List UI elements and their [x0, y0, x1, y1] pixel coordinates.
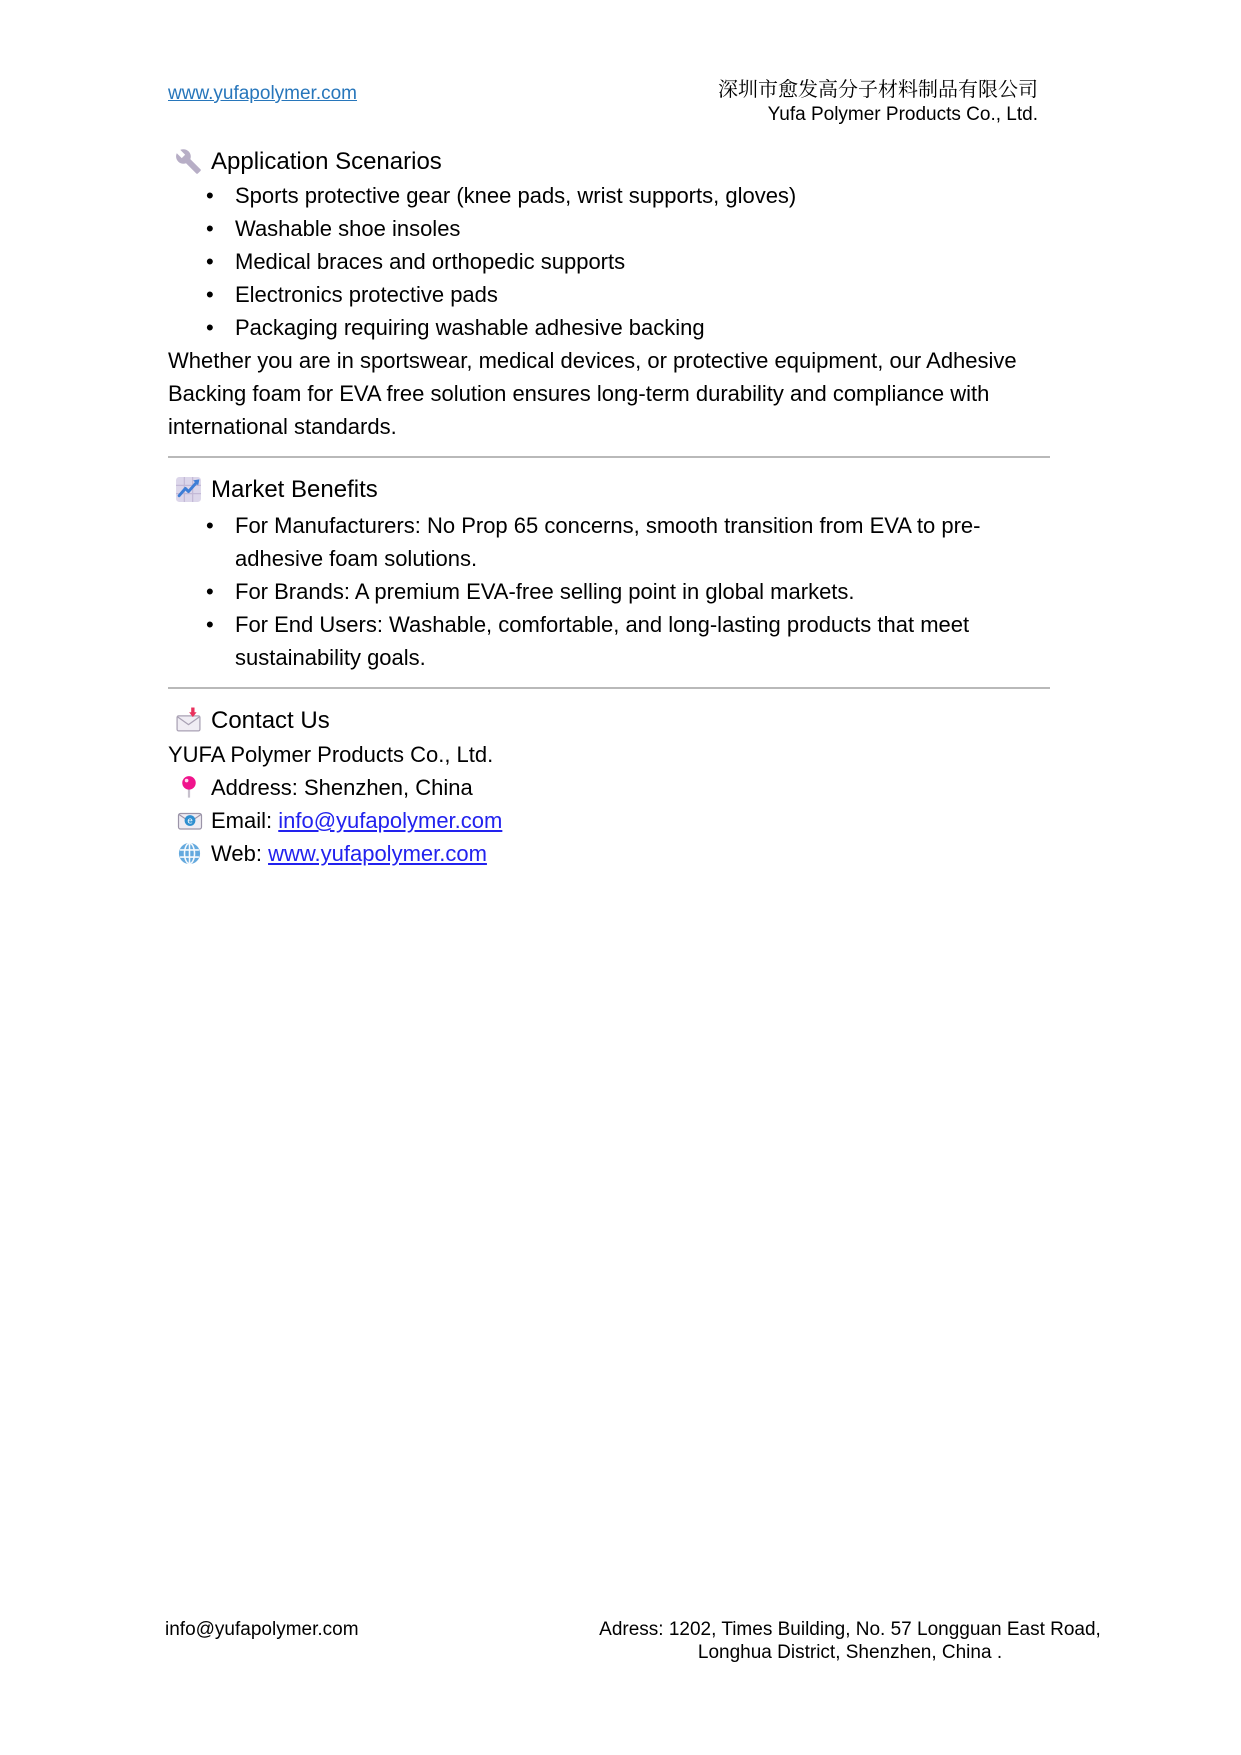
email-link[interactable]: info@yufapolymer.com — [278, 808, 503, 833]
list-item: • For Brands: A premium EVA-free selling point in global markets. — [168, 575, 1050, 608]
address-label: Address: — [211, 775, 304, 800]
section-divider — [168, 456, 1050, 458]
list-item: • Washable shoe insoles — [168, 212, 1050, 245]
section-heading-benefits — [175, 471, 1050, 507]
round-pushpin-icon — [177, 775, 203, 801]
chart-increasing-icon — [175, 476, 202, 503]
web-label: Web: — [211, 841, 269, 866]
section-title-contact: Contact Us — [211, 706, 330, 734]
section-heading-applications — [175, 143, 1050, 179]
footer-address-line2: Longhua District, Shenzhen, China . — [697, 1642, 1003, 1663]
list-item: • Medical braces and orthopedic supports — [168, 245, 1050, 278]
list-item: • For End Users: Washable, comfortable, and long-lasting products that meet sustainability goals. — [168, 608, 1050, 674]
contact-company-name: YUFA Polymer Products Co., Ltd. — [168, 742, 494, 767]
list-item: • Electronics protective pads — [168, 278, 1050, 311]
section-title-applications: Application Scenarios — [211, 147, 442, 175]
section-heading-contact — [175, 702, 1050, 738]
company-name-chinese: 深圳市愈发高分子材料制品有限公司 — [718, 79, 1038, 101]
svg-text:e: e — [187, 816, 193, 827]
envelope-arrow-icon — [175, 707, 202, 734]
web-link[interactable]: www.yufapolymer.com — [268, 841, 487, 866]
list-item: • Sports protective gear (knee pads, wrist supports, gloves) — [168, 179, 1050, 212]
benefits-bullet-list — [168, 509, 1050, 674]
company-name-english: Yufa Polymer Products Co., Ltd. — [767, 104, 1038, 125]
footer-address — [430, 1618, 1241, 1664]
list-item: • Packaging requiring washable adhesive backing — [168, 311, 1050, 344]
contact-address-row — [168, 771, 1050, 804]
email-icon — [177, 808, 203, 834]
list-item: • For Manufacturers: No Prop 65 concerns, smooth transition from EVA to pre-adhesive foam solutions. — [168, 509, 1050, 575]
contact-email-row — [168, 804, 1050, 837]
footer-email: info@yufapolymer.com — [165, 1619, 359, 1640]
header-company-block — [718, 77, 1038, 127]
wrench-icon — [175, 148, 202, 175]
section-divider — [168, 687, 1050, 689]
applications-bullet-list — [168, 179, 1050, 344]
email-label: Email: — [211, 808, 279, 833]
document-body — [168, 143, 1050, 870]
footer-address-line1: Adress: 1202, Times Building, No. 57 Longguan East Road, — [599, 1619, 1101, 1640]
header-website-link[interactable]: www.yufapolymer.com — [168, 83, 358, 104]
address-value: Shenzhen, China — [303, 775, 473, 800]
applications-paragraph: Whether you are in sportswear, medical devices, or protective equipment, our Adhesive Backing foam for EVA free solution ensures long-term durability and compliance with international standards. — [168, 348, 1017, 439]
section-title-benefits: Market Benefits — [211, 475, 378, 503]
globe-icon — [177, 841, 203, 867]
contact-web-row — [168, 837, 1050, 870]
